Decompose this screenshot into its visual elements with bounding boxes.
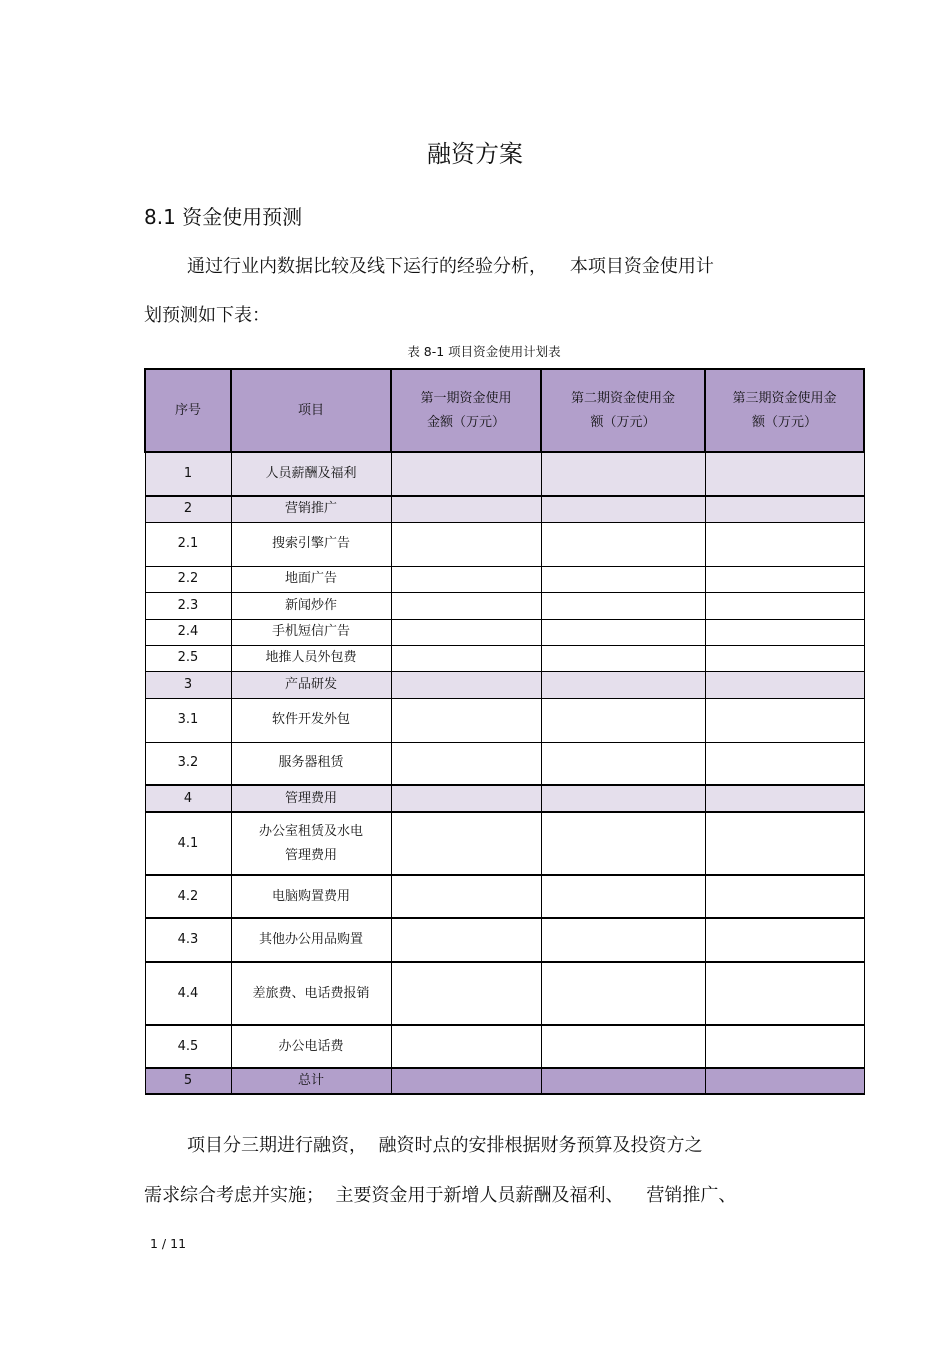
row-item: 软件开发外包	[231, 698, 391, 742]
phase-1-cell	[391, 671, 541, 698]
row-item: 地推人员外包费	[231, 645, 391, 671]
page-number: 1 / 11	[150, 1236, 187, 1251]
row-item: 总计	[231, 1068, 391, 1094]
phase-1-cell	[391, 452, 541, 496]
phase-2-cell	[541, 875, 705, 918]
table-row	[145, 671, 864, 698]
phase-2-cell	[541, 918, 705, 962]
phase-2-cell	[541, 592, 705, 619]
phase-3-cell	[705, 785, 864, 812]
phase-3-cell	[705, 619, 864, 645]
phase-3-cell	[705, 522, 864, 566]
row-number: 3.1	[145, 698, 231, 742]
row-number: 4.4	[145, 962, 231, 1025]
phase-3-cell	[705, 918, 864, 962]
phase-2-cell	[541, 566, 705, 592]
phase-1-cell	[391, 592, 541, 619]
table-row	[145, 1025, 864, 1068]
phase-2-cell	[541, 522, 705, 566]
header-serial-number: 序号	[145, 369, 231, 452]
table-total-row	[145, 1068, 864, 1094]
table-row	[145, 698, 864, 742]
phase-1-cell	[391, 742, 541, 785]
row-number: 4	[145, 785, 231, 812]
intro-paragraph-line-2: 划预测如下表：	[144, 305, 270, 326]
header-phase-1: 第一期资金使用 金额（万元）	[391, 369, 541, 452]
row-item: 差旅费、电话费报销	[231, 962, 391, 1025]
table-caption: 表 8-1 项目资金使用计划表	[407, 344, 561, 359]
row-item: 产品研发	[231, 671, 391, 698]
phase-3-cell	[705, 962, 864, 1025]
table-row	[145, 522, 864, 566]
row-number: 2.2	[145, 566, 231, 592]
phase-2-cell	[541, 785, 705, 812]
row-item: 人员薪酬及福利	[231, 452, 391, 496]
row-item: 搜索引擎广告	[231, 522, 391, 566]
phase-2-cell	[541, 1025, 705, 1068]
phase-1-cell	[391, 645, 541, 671]
table-row	[145, 962, 864, 1025]
phase-2-cell	[541, 812, 705, 875]
phase-1-cell	[391, 698, 541, 742]
phase-3-cell	[705, 698, 864, 742]
phase-3-cell	[705, 496, 864, 522]
row-item: 办公电话费	[231, 1025, 391, 1068]
phase-2-cell	[541, 645, 705, 671]
table-row	[145, 875, 864, 918]
intro-paragraph-line-1: 通过行业内数据比较及线下运行的经验分析， 本项目资金使用计	[187, 256, 714, 277]
phase-2-cell	[541, 698, 705, 742]
phase-2-cell	[541, 671, 705, 698]
row-item: 营销推广	[231, 496, 391, 522]
header-item: 项目	[231, 369, 391, 452]
phase-2-cell	[541, 496, 705, 522]
row-number: 2.3	[145, 592, 231, 619]
row-number: 4.1	[145, 812, 231, 875]
phase-1-cell	[391, 875, 541, 918]
row-number: 4.5	[145, 1025, 231, 1068]
row-number: 2.4	[145, 619, 231, 645]
phase-3-cell	[705, 742, 864, 785]
header-phase-2: 第二期资金使用金 额（万元）	[541, 369, 705, 452]
phase-2-cell	[541, 1068, 705, 1094]
row-number: 4.3	[145, 918, 231, 962]
row-item: 办公室租赁及水电 管理费用	[231, 812, 391, 875]
row-item: 其他办公用品购置	[231, 918, 391, 962]
phase-3-cell	[705, 671, 864, 698]
table-row	[145, 742, 864, 785]
row-number: 1	[145, 452, 231, 496]
row-number: 4.2	[145, 875, 231, 918]
phase-1-cell	[391, 496, 541, 522]
phase-3-cell	[705, 875, 864, 918]
table-row	[145, 592, 864, 619]
header-phase-3: 第三期资金使用金 额（万元）	[705, 369, 864, 452]
table-row	[145, 785, 864, 812]
table-row	[145, 496, 864, 522]
section-heading: 8.1 资金使用预测	[144, 205, 303, 229]
phase-2-cell	[541, 452, 705, 496]
table-row	[145, 645, 864, 671]
phase-3-cell	[705, 452, 864, 496]
phase-1-cell	[391, 566, 541, 592]
phase-3-cell	[705, 566, 864, 592]
phase-1-cell	[391, 918, 541, 962]
table-row	[145, 452, 864, 496]
phase-3-cell	[705, 1068, 864, 1094]
phase-1-cell	[391, 785, 541, 812]
phase-1-cell	[391, 1025, 541, 1068]
row-number: 5	[145, 1068, 231, 1094]
phase-1-cell	[391, 812, 541, 875]
row-number: 2	[145, 496, 231, 522]
row-item: 管理费用	[231, 785, 391, 812]
phase-2-cell	[541, 619, 705, 645]
table-row	[145, 812, 864, 875]
phase-3-cell	[705, 812, 864, 875]
table-row	[145, 918, 864, 962]
table-header-row	[145, 369, 864, 452]
document-title: 融资方案	[427, 140, 523, 168]
row-item: 电脑购置费用	[231, 875, 391, 918]
row-item: 地面广告	[231, 566, 391, 592]
phase-1-cell	[391, 619, 541, 645]
row-number: 2.1	[145, 522, 231, 566]
outro-paragraph-line-2: 需求综合考虑并实施； 主要资金用于新增人员薪酬及福利、 营销推广、	[144, 1185, 737, 1206]
row-item: 服务器租赁	[231, 742, 391, 785]
row-item: 新闻炒作	[231, 592, 391, 619]
row-number: 3	[145, 671, 231, 698]
table-row	[145, 566, 864, 592]
row-item: 手机短信广告	[231, 619, 391, 645]
outro-paragraph-line-1: 项目分三期进行融资， 融资时点的安排根据财务预算及投资方之	[187, 1135, 703, 1156]
phase-1-cell	[391, 962, 541, 1025]
phase-3-cell	[705, 1025, 864, 1068]
phase-3-cell	[705, 592, 864, 619]
phase-2-cell	[541, 962, 705, 1025]
phase-1-cell	[391, 1068, 541, 1094]
row-number: 3.2	[145, 742, 231, 785]
phase-2-cell	[541, 742, 705, 785]
table-row	[145, 619, 864, 645]
funding-plan-table	[144, 368, 865, 1095]
row-number: 2.5	[145, 645, 231, 671]
phase-1-cell	[391, 522, 541, 566]
phase-3-cell	[705, 645, 864, 671]
